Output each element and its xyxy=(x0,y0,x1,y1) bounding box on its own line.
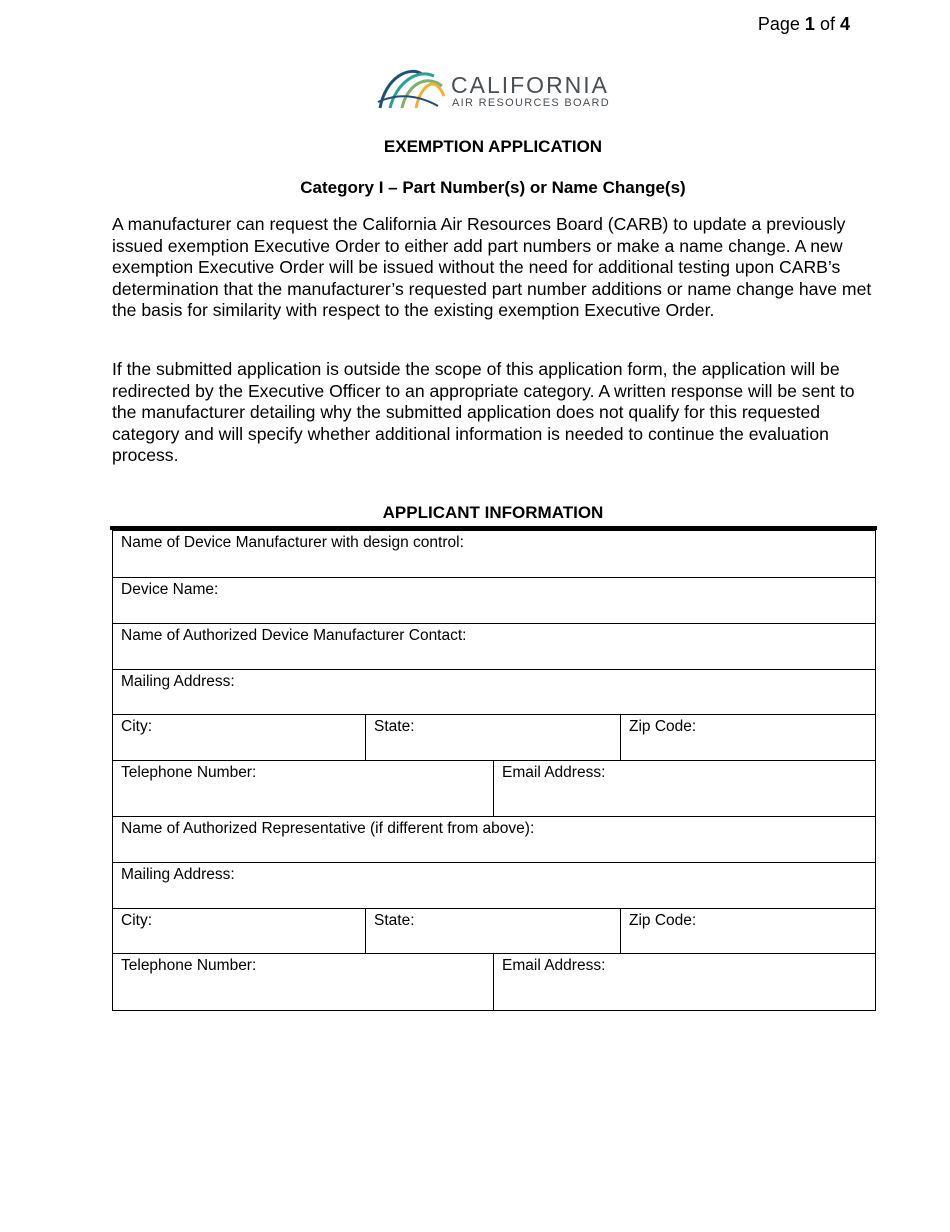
section-title: APPLICANT INFORMATION xyxy=(382,503,604,522)
contact-field[interactable] xyxy=(113,624,876,670)
rep-zip-code-field[interactable] xyxy=(621,909,876,954)
scope-paragraph: If the submitted application is outside the scope of this application form, the application will be redirected by the Executive Officer to an appropriate category. A written response will be sent to the manufacturer detailing why the submitted application does not qualify for this requested category and will specify whether additional information is needed to continue the evaluation process. xyxy=(112,359,855,466)
rep-mailing-address-label: Mailing Address: xyxy=(121,866,235,883)
representative-field[interactable] xyxy=(113,817,876,863)
device-name-label: Device Name: xyxy=(121,581,219,598)
rep-email-label: Email Address: xyxy=(502,957,606,974)
manufacturer-field[interactable] xyxy=(113,531,876,578)
rep-state-label: State: xyxy=(374,912,415,929)
page-total: 4 xyxy=(839,14,850,34)
mailing-address-field[interactable] xyxy=(113,670,876,715)
device-name-field[interactable] xyxy=(113,578,876,624)
intro-paragraph: A manufacturer can request the California Air Resources Board (CARB) to update a previously issued exemption Executive Order to either add part numbers or make a name change. A new exemption Executive Order will be issued without the need for additional testing upon CARB’s determination that the manufacturer’s requested part number additions or name change have met the basis for similarity with respect to the existing exemption Executive Order. xyxy=(112,214,872,321)
logo-wordmark: CALIFORNIA xyxy=(451,72,610,98)
representative-label: Name of Authorized Representative (if different from above): xyxy=(121,820,535,837)
rep-email-field[interactable] xyxy=(494,954,876,1011)
logo-subtitle: AIR RESOURCES BOARD xyxy=(452,97,610,109)
state-field[interactable] xyxy=(366,715,621,761)
telephone-label: Telephone Number: xyxy=(121,764,257,781)
page-number xyxy=(758,14,850,35)
carb-logo xyxy=(376,62,612,112)
manufacturer-label: Name of Device Manufacturer with design control: xyxy=(121,534,464,551)
rep-telephone-label: Telephone Number: xyxy=(121,957,257,974)
contact-label: Name of Authorized Device Manufacturer Contact: xyxy=(121,627,467,644)
state-label: State: xyxy=(374,718,415,735)
rep-telephone-field[interactable] xyxy=(113,954,494,1011)
rep-zip-code-label: Zip Code: xyxy=(629,912,697,929)
rep-city-field[interactable] xyxy=(113,909,366,954)
telephone-field[interactable] xyxy=(113,761,494,817)
applicant-info-table xyxy=(112,530,876,1011)
document-subtitle: Category I – Part Number(s) or Name Change(s) xyxy=(300,178,686,197)
email-field[interactable] xyxy=(494,761,876,817)
page-of: of xyxy=(819,14,835,34)
city-label: City: xyxy=(121,718,152,735)
zip-code-field[interactable] xyxy=(621,715,876,761)
page-current: 1 xyxy=(804,14,815,34)
mailing-address-label: Mailing Address: xyxy=(121,673,235,690)
rep-city-label: City: xyxy=(121,912,152,929)
rep-state-field[interactable] xyxy=(366,909,621,954)
zip-code-label: Zip Code: xyxy=(629,718,697,735)
carb-arcs-icon xyxy=(376,62,448,112)
city-field[interactable] xyxy=(113,715,366,761)
email-label: Email Address: xyxy=(502,764,606,781)
document-title: EXEMPTION APPLICATION xyxy=(383,137,603,156)
rep-mailing-address-field[interactable] xyxy=(113,863,876,909)
page-label: Page xyxy=(757,14,800,34)
